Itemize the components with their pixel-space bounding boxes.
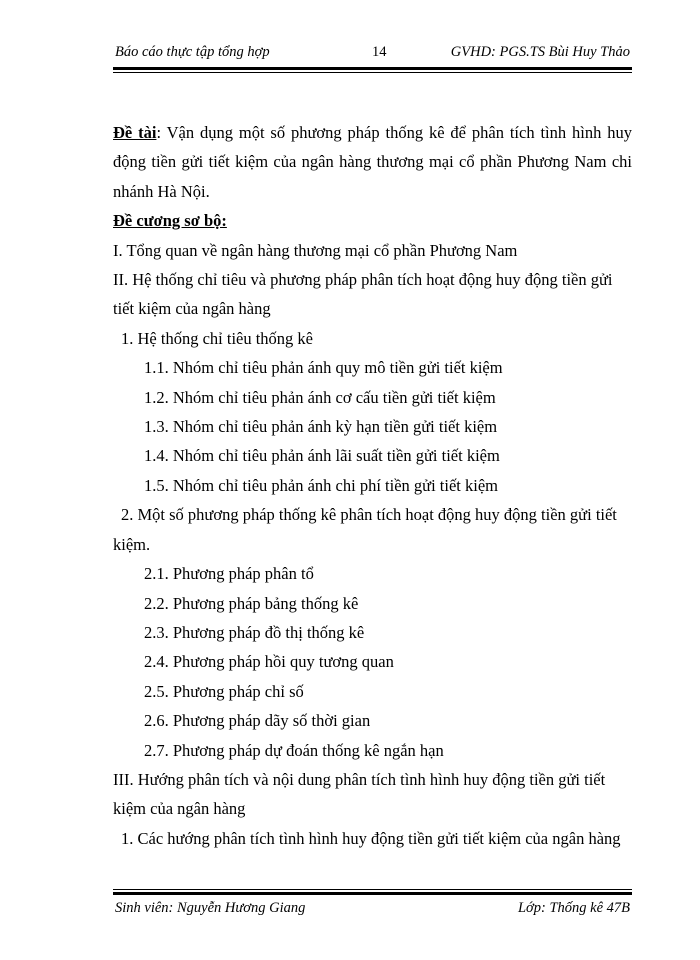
topic-text: : Vận dụng một số phương pháp thống kê để phân tích tình hình huy động tiền gửi tiết kiệm của ngân hàng thương mại cổ phần Phương Nam chi nhánh Hà Nội. xyxy=(113,123,632,201)
outline-item-2-6: 2.6. Phương pháp dãy số thời gian xyxy=(144,711,371,731)
outline-section-2: II. Hệ thống chỉ tiêu và phương pháp phân tích hoạt động huy động tiền gửi tiết kiệm của ngân hàng xyxy=(113,270,613,319)
outline-heading: Đề cương sơ bộ: xyxy=(113,211,227,231)
outline-item-2-7: 2.7. Phương pháp dự đoán thống kê ngắn hạn xyxy=(144,740,444,760)
page-footer xyxy=(113,900,632,922)
topic-paragraph xyxy=(113,118,632,206)
footer-rule-thick xyxy=(113,892,632,895)
outline-item-2-2: 2.2. Phương pháp bảng thống kê xyxy=(144,593,359,613)
outline-item-1-2: 1.2. Nhóm chỉ tiêu phản ánh cơ cấu tiền gửi tiết kiệm xyxy=(144,387,496,407)
outline-item-1-4: 1.4. Nhóm chỉ tiêu phản ánh lãi suất tiền gửi tiết kiệm xyxy=(144,446,500,466)
outline-item-1-3: 1.3. Nhóm chỉ tiêu phản ánh kỳ hạn tiền gửi tiết kiệm xyxy=(144,417,498,437)
outline-item-2-3: 2.3. Phương pháp đồ thị thống kê xyxy=(144,622,365,642)
footer-rule-thin xyxy=(113,889,632,890)
header-advisor: GVHD: PGS.TS Bùi Huy Thảo xyxy=(450,44,630,60)
document-body xyxy=(113,118,632,853)
header-report-title: Báo cáo thực tập tổng hợp xyxy=(115,44,270,60)
outline-section-1: I. Tổng quan về ngân hàng thương mại cổ phần Phương Nam xyxy=(113,240,518,260)
outline-item-2-5: 2.5. Phương pháp chỉ số xyxy=(144,681,304,701)
footer-class: Lớp: Thống kê 47B xyxy=(517,900,630,916)
page-header xyxy=(113,42,632,64)
outline-section-2-2: 2. Một số phương pháp thống kê phân tích hoạt động huy động tiền gửi tiết kiệm. xyxy=(113,505,617,554)
header-rule-thin xyxy=(113,72,632,73)
footer-student: Sinh viên: Nguyễn Hương Giang xyxy=(115,900,306,916)
outline-item-1-1: 1.1. Nhóm chỉ tiêu phản ánh quy mô tiền gửi tiết kiệm xyxy=(144,358,503,378)
outline-item-2-1: 2.1. Phương pháp phân tổ xyxy=(144,564,314,584)
outline-section-3: III. Hướng phân tích và nội dung phân tích tình hình huy động tiền gửi tiết kiệm của ngân hàng xyxy=(113,769,606,819)
outline-item-1-5: 1.5. Nhóm chỉ tiêu phản ánh chi phí tiền gửi tiết kiệm xyxy=(144,475,499,495)
header-rule-thick xyxy=(113,67,632,70)
outline-section-3-1: 1. Các hướng phân tích tình hình huy động tiền gửi tiết kiệm của ngân hàng xyxy=(121,828,621,848)
header-page-number: 14 xyxy=(372,44,387,60)
topic-label: Đề tài xyxy=(113,123,157,142)
outline-section-2-1: 1. Hệ thống chỉ tiêu thống kê xyxy=(121,328,314,348)
outline-item-2-4: 2.4. Phương pháp hồi quy tương quan xyxy=(144,652,394,672)
